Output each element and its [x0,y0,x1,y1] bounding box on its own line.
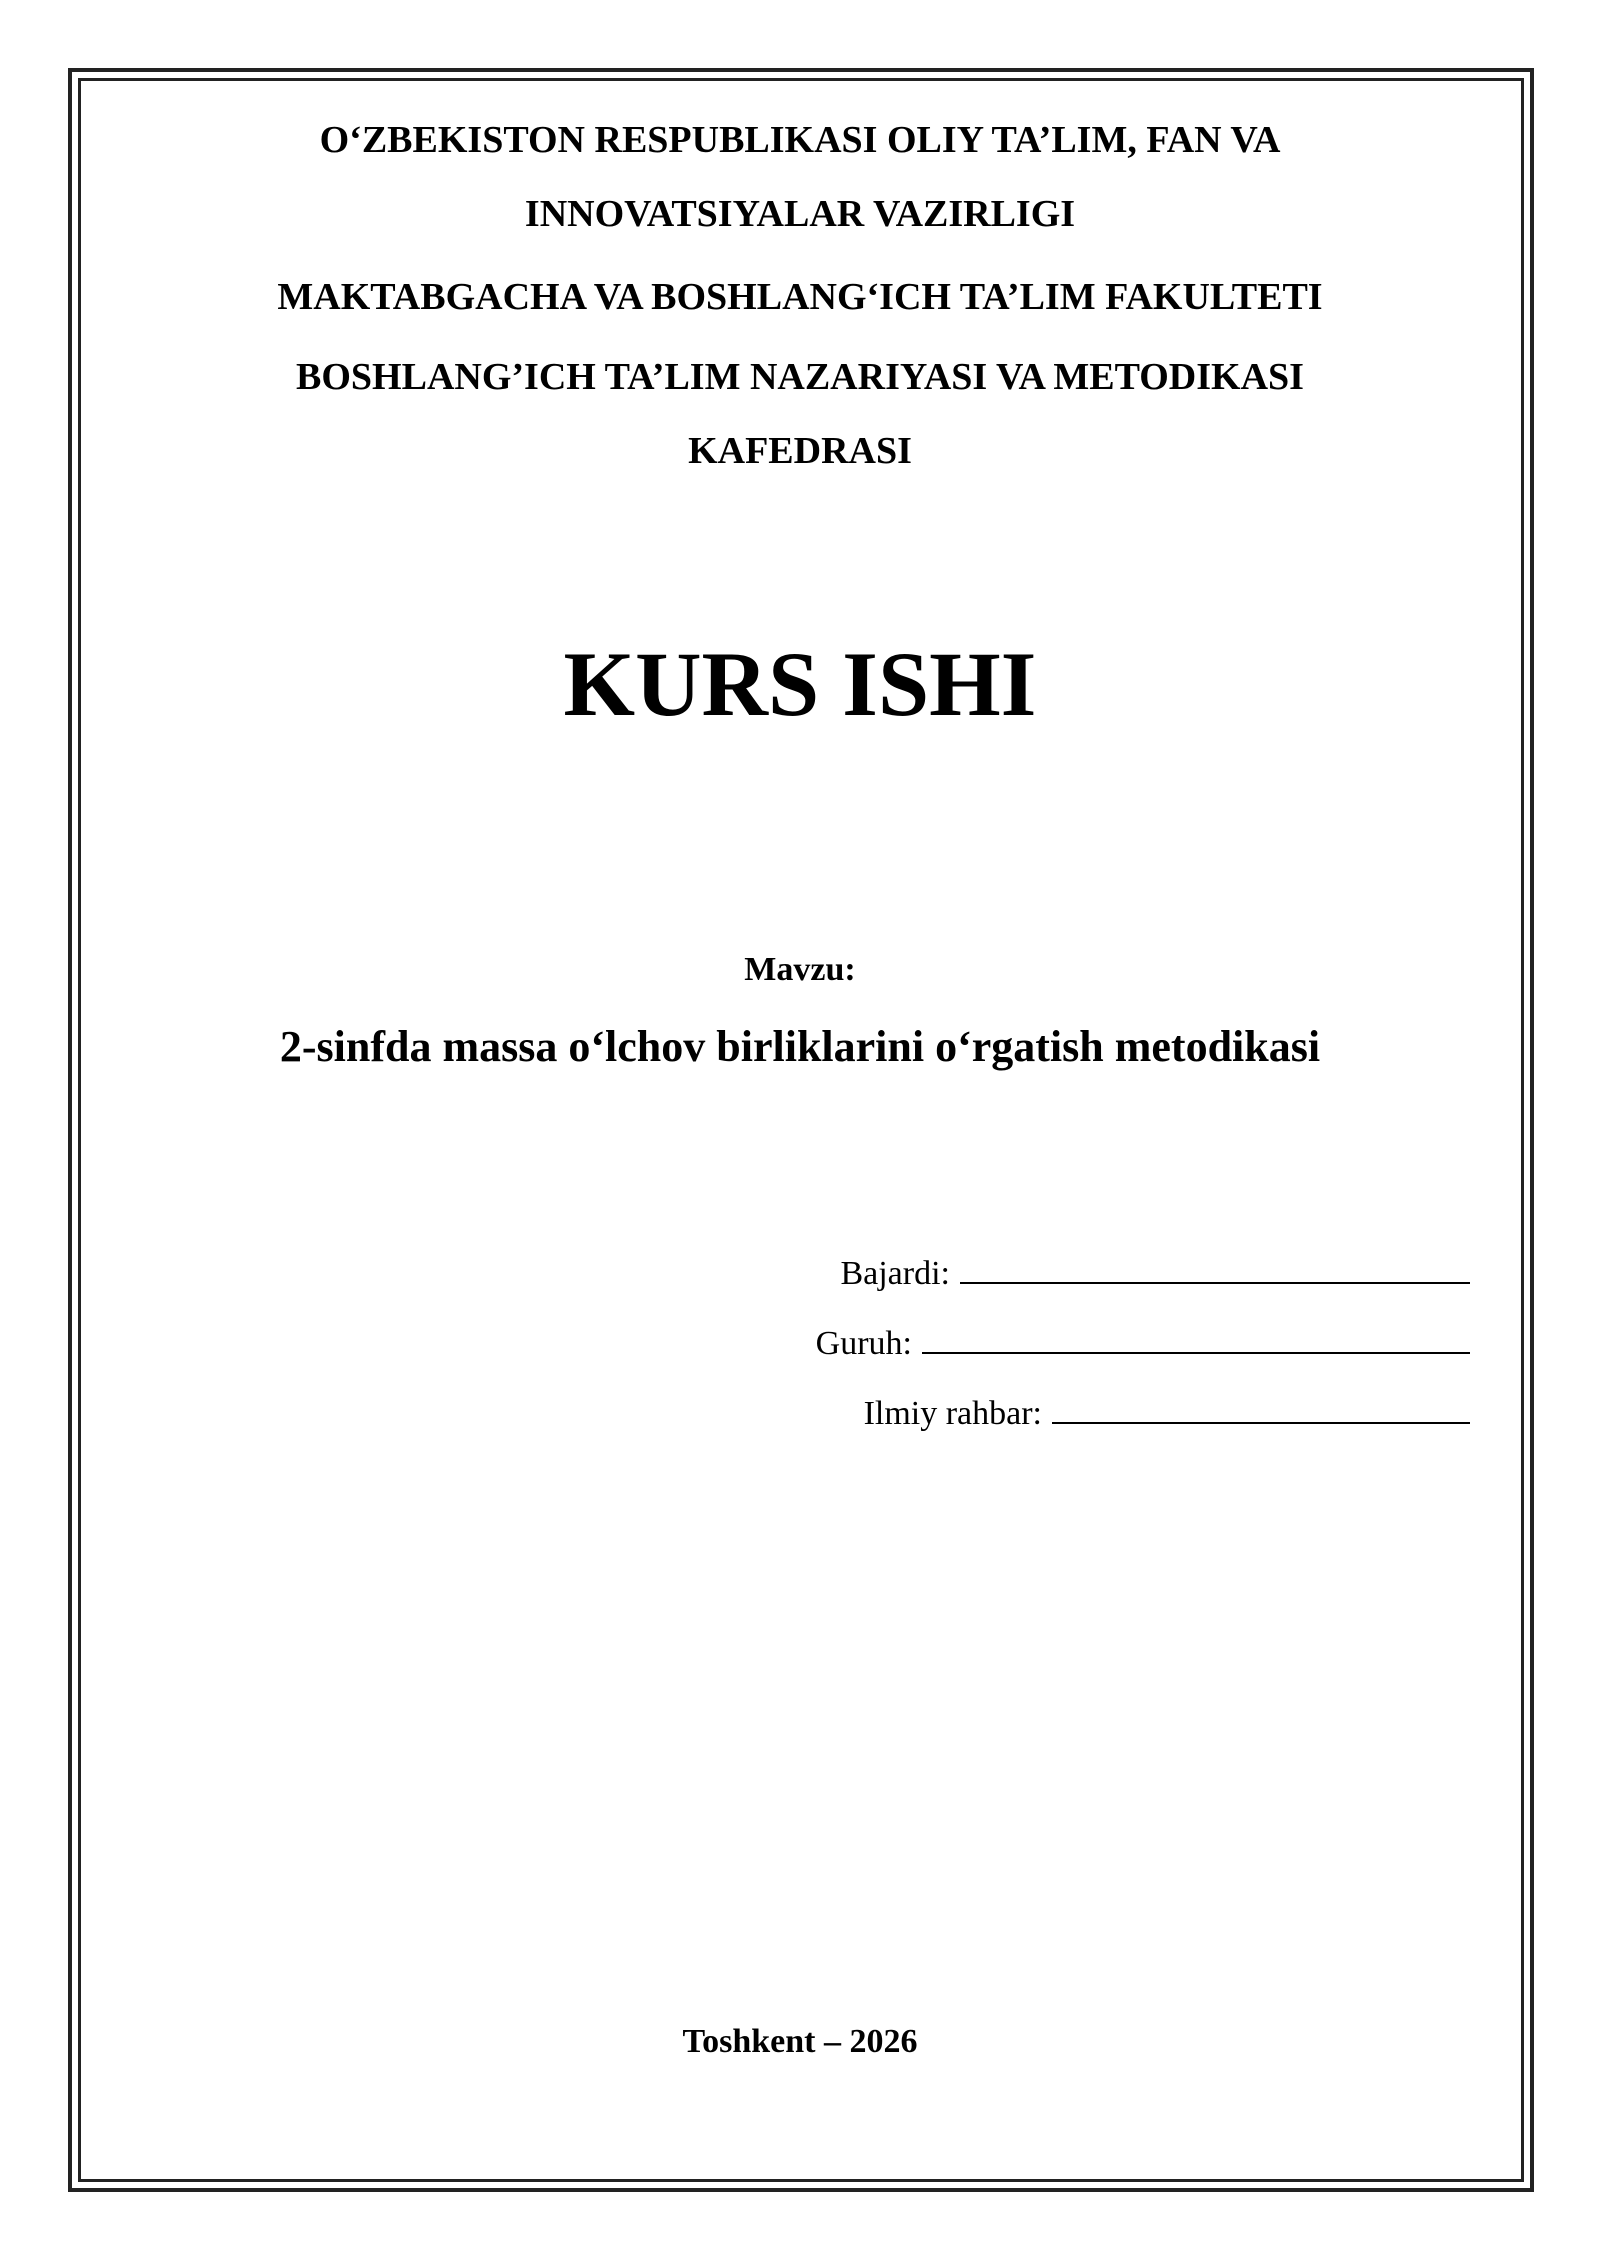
document-title: KURS ISHI [563,633,1037,735]
group-blank-line [922,1326,1470,1354]
department-line-2: KAFEDRASI [688,430,912,472]
supervisor-blank-line [1052,1396,1470,1424]
supervisor-label: Ilmiy rahbar: [863,1395,1042,1432]
faculty-line: MAKTABGACHA VA BOSHLANG‘ICH TA’LIM FAKULTETI [277,276,1323,318]
ministry-line-2: INNOVATSIYALAR VAZIRLIGI [524,193,1076,235]
group-label: Guruh: [815,1325,912,1362]
topic-title: 2-sinfda massa o‘lchov birliklarini o‘rgatish metodikasi [279,1022,1321,1071]
group-field [816,1324,1470,1364]
city-year: Toshkent – 2026 [682,2023,918,2060]
performer-field [840,1254,1470,1294]
ministry-line-1: O‘ZBEKISTON RESPUBLIKASI OLIY TA’LIM, FAN VA [319,119,1281,161]
performer-label: Bajardi: [840,1255,950,1292]
supervisor-field [864,1394,1470,1434]
department-line-1: BOSHLANG’ICH TA’LIM NAZARIYASI VA METODIKASI [296,356,1304,398]
performer-blank-line [960,1256,1470,1284]
topic-label: Mavzu: [744,951,856,988]
